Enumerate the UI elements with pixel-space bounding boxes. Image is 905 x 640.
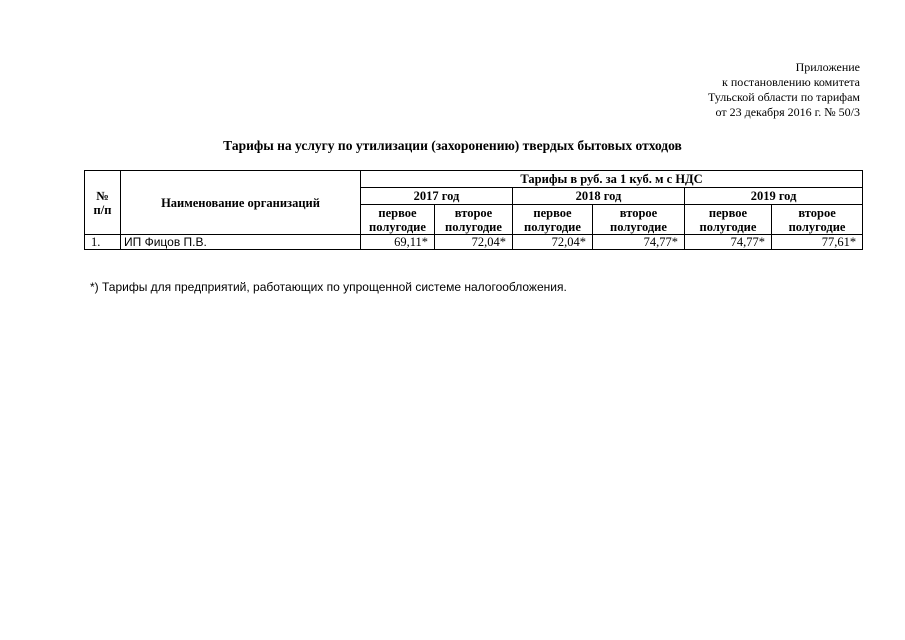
- table-row: [85, 235, 863, 250]
- half-header-line1: второе: [454, 206, 493, 220]
- column-header-number-line1: №: [96, 188, 109, 203]
- half-header-line2: полугодие: [524, 220, 581, 234]
- half-header-line1: первое: [533, 206, 572, 220]
- half-header: [361, 205, 435, 235]
- tariff-value: 72,04*: [513, 235, 593, 250]
- tariff-value: 77,61*: [772, 235, 863, 250]
- footnote: *) Тарифы для предприятий, работающих по упрощенной системе налогообложения.: [90, 280, 567, 294]
- half-header-line2: полугодие: [445, 220, 502, 234]
- appendix-line-2: к постановлению комитета: [722, 75, 860, 89]
- half-header-line2: полугодие: [788, 220, 846, 234]
- column-header-number-line2: п/п: [93, 202, 112, 217]
- year-header-2019: 2019 год: [685, 188, 863, 205]
- half-header-line1: первое: [378, 206, 417, 220]
- row-number: 1.: [85, 235, 121, 250]
- tariffs-table: [84, 170, 863, 250]
- appendix-line-4: от 23 декабря 2016 г. № 50/3: [715, 105, 860, 119]
- half-header-line1: второе: [619, 206, 658, 220]
- half-header-line1: второе: [798, 206, 836, 220]
- document-title: Тарифы на услугу по утилизации (захоронению) твердых бытовых отходов: [223, 138, 682, 153]
- year-header-2017: 2017 год: [361, 188, 513, 205]
- column-header-organization: Наименование организаций: [121, 171, 361, 235]
- half-header-line2: полугодие: [369, 220, 426, 234]
- half-header: [435, 205, 513, 235]
- tariff-value: 74,77*: [593, 235, 685, 250]
- appendix-line-3: Тульской области по тарифам: [707, 90, 860, 104]
- column-header-number: [85, 171, 121, 235]
- half-header: [593, 205, 685, 235]
- tariff-value: 74,77*: [685, 235, 772, 250]
- year-header-2018: 2018 год: [513, 188, 685, 205]
- half-header-line1: первое: [708, 206, 748, 220]
- header-row-1: [85, 171, 863, 188]
- tariff-value: 69,11*: [361, 235, 435, 250]
- column-header-tariffs: Тарифы в руб. за 1 куб. м с НДС: [361, 171, 863, 188]
- half-header-line2: полугодие: [699, 220, 757, 234]
- half-header-line2: полугодие: [610, 220, 667, 234]
- half-header: [772, 205, 863, 235]
- organization-name: ИП Фицов П.В.: [121, 235, 361, 250]
- half-header: [513, 205, 593, 235]
- appendix-block: [708, 60, 860, 120]
- tariff-value: 72,04*: [435, 235, 513, 250]
- appendix-line-1: Приложение: [795, 60, 860, 74]
- half-header: [685, 205, 772, 235]
